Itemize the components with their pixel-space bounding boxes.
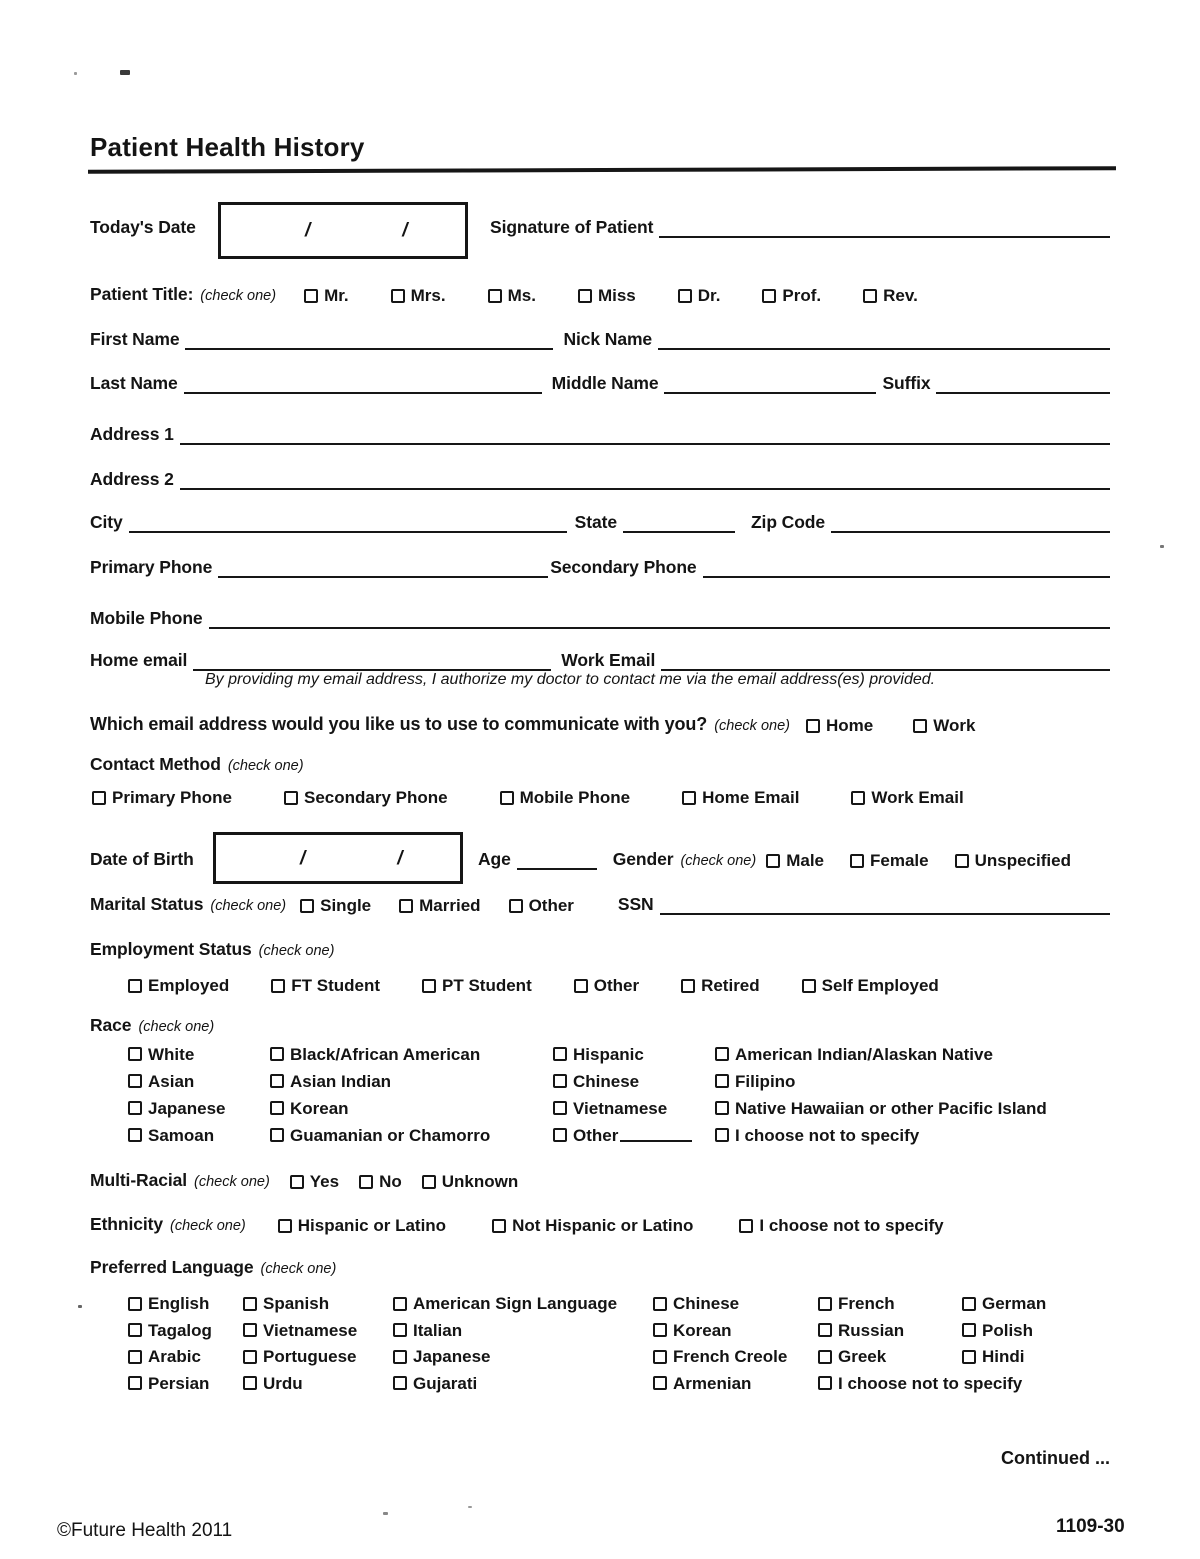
patient-title-options bbox=[304, 287, 918, 305]
language-option[interactable]: French Creole bbox=[653, 1348, 818, 1366]
first-name-line[interactable] bbox=[185, 348, 553, 350]
gender-label: Gender bbox=[612, 848, 674, 869]
race-option[interactable]: White bbox=[128, 1046, 270, 1064]
email-choice-hint: (check one) bbox=[714, 717, 790, 734]
nick-name-label: Nick Name bbox=[563, 328, 653, 349]
scan-speck bbox=[383, 1512, 388, 1515]
contact-method-option[interactable]: Home Email bbox=[682, 789, 799, 807]
checkbox-icon bbox=[578, 289, 592, 303]
race-hint: (check one) bbox=[138, 1018, 215, 1035]
contact-method-label: Contact Method bbox=[90, 753, 221, 774]
language-option[interactable]: Greek bbox=[818, 1348, 962, 1366]
city-label: City bbox=[90, 511, 123, 532]
first-name-label: First Name bbox=[90, 328, 180, 349]
date-slash: / bbox=[300, 847, 306, 869]
multi-racial-option[interactable]: No bbox=[359, 1173, 402, 1191]
race-label: Race bbox=[90, 1014, 132, 1035]
checkbox-icon bbox=[271, 979, 285, 993]
checkbox-icon bbox=[128, 979, 142, 993]
checkbox-icon bbox=[128, 1297, 142, 1311]
gender-option[interactable]: Male bbox=[766, 852, 824, 870]
gender-hint: (check one) bbox=[680, 852, 757, 869]
mobile-phone-label: Mobile Phone bbox=[90, 607, 203, 628]
language-option[interactable]: Italian bbox=[393, 1322, 653, 1340]
scan-speck bbox=[120, 70, 130, 75]
checkbox-icon bbox=[762, 289, 776, 303]
checkbox-icon bbox=[766, 854, 780, 868]
language-option[interactable]: Persian bbox=[128, 1375, 243, 1393]
checkbox-icon bbox=[128, 1047, 142, 1061]
language-option[interactable]: Japanese bbox=[393, 1348, 653, 1366]
checkbox-icon bbox=[739, 1219, 753, 1233]
language-option[interactable]: Polish bbox=[962, 1322, 1138, 1340]
checkbox-icon bbox=[128, 1323, 142, 1337]
address1-line[interactable] bbox=[180, 443, 1110, 445]
race-option[interactable]: Black/African American bbox=[270, 1046, 553, 1064]
employment-options bbox=[128, 977, 939, 995]
checkbox-icon bbox=[715, 1074, 729, 1088]
todays-date-label: Today's Date bbox=[90, 216, 196, 237]
checkbox-icon bbox=[128, 1074, 142, 1088]
suffix-label: Suffix bbox=[882, 372, 931, 393]
checkbox-icon bbox=[678, 289, 692, 303]
employment-option[interactable]: PT Student bbox=[422, 977, 532, 995]
marital-status-option[interactable]: Single bbox=[300, 897, 371, 915]
checkbox-icon bbox=[574, 979, 588, 993]
contact-method-option[interactable]: Primary Phone bbox=[92, 789, 232, 807]
checkbox-icon bbox=[270, 1128, 284, 1142]
checkbox-icon bbox=[422, 1175, 436, 1189]
scan-speck bbox=[1160, 545, 1164, 548]
signature-label: Signature of Patient bbox=[490, 216, 654, 237]
checkbox-icon bbox=[492, 1219, 506, 1233]
suffix-line[interactable] bbox=[936, 392, 1110, 394]
checkbox-icon bbox=[955, 854, 969, 868]
checkbox-icon bbox=[243, 1297, 257, 1311]
primary-phone-label: Primary Phone bbox=[90, 556, 213, 577]
ssn-label: SSN bbox=[617, 893, 654, 914]
age-label: Age bbox=[478, 848, 511, 869]
employment-status-label: Employment Status bbox=[90, 938, 252, 959]
email-choice-question: Which email address would you like us to use to communicate with you? bbox=[90, 714, 708, 734]
checkbox-icon bbox=[393, 1350, 407, 1364]
checkbox-icon bbox=[128, 1350, 142, 1364]
state-label: State bbox=[574, 511, 617, 532]
checkbox-icon bbox=[653, 1376, 667, 1390]
page-title: Patient Health History bbox=[90, 132, 365, 162]
race-option[interactable]: Asian Indian bbox=[270, 1073, 553, 1091]
race-option[interactable]: Guamanian or Chamorro bbox=[270, 1127, 553, 1145]
language-option[interactable]: Hindi bbox=[962, 1348, 1138, 1366]
checkbox-icon bbox=[682, 791, 696, 805]
language-option[interactable]: Arabic bbox=[128, 1348, 243, 1366]
language-option[interactable]: Urdu bbox=[243, 1375, 393, 1393]
patient-title-option[interactable]: Dr. bbox=[678, 287, 721, 305]
language-option[interactable]: Tagalog bbox=[128, 1322, 243, 1340]
race-option[interactable]: Asian bbox=[128, 1073, 270, 1091]
patient-title-option[interactable]: Prof. bbox=[762, 287, 821, 305]
form-code: 1109-30 bbox=[1056, 1516, 1125, 1537]
language-option[interactable]: French bbox=[818, 1295, 962, 1313]
race-option[interactable]: Korean bbox=[270, 1100, 553, 1118]
multi-racial-label: Multi-Racial bbox=[90, 1169, 188, 1190]
checkbox-icon bbox=[818, 1376, 832, 1390]
patient-title-label: Patient Title: bbox=[90, 283, 194, 304]
checkbox-icon bbox=[128, 1376, 142, 1390]
employment-option[interactable]: Self Employed bbox=[802, 977, 939, 995]
scan-speck bbox=[74, 72, 77, 75]
checkbox-icon bbox=[715, 1047, 729, 1061]
checkbox-icon bbox=[290, 1175, 304, 1189]
work-email-label: Work Email bbox=[561, 649, 656, 670]
checkbox-icon bbox=[243, 1323, 257, 1337]
patient-title-option[interactable]: Rev. bbox=[863, 287, 918, 305]
checkbox-icon bbox=[962, 1350, 976, 1364]
checkbox-icon bbox=[422, 979, 436, 993]
language-option[interactable]: Spanish bbox=[243, 1295, 393, 1313]
checkbox-icon bbox=[284, 791, 298, 805]
ethnicity-hint: (check one) bbox=[170, 1217, 246, 1234]
language-option[interactable]: I choose not to specify bbox=[818, 1375, 962, 1393]
last-name-line[interactable] bbox=[184, 392, 542, 394]
contact-method-options bbox=[92, 789, 964, 807]
checkbox-icon bbox=[393, 1297, 407, 1311]
checkbox-icon bbox=[715, 1101, 729, 1115]
checkbox-icon bbox=[653, 1350, 667, 1364]
checkbox-icon bbox=[962, 1323, 976, 1337]
language-option[interactable]: Vietnamese bbox=[243, 1322, 393, 1340]
multi-racial-hint: (check one) bbox=[194, 1173, 270, 1190]
ethnicity-option[interactable]: Hispanic or Latino bbox=[278, 1217, 446, 1235]
checkbox-icon bbox=[500, 791, 514, 805]
employment-status-hint: (check one) bbox=[258, 942, 335, 959]
gender-option[interactable]: Unspecified bbox=[955, 852, 1071, 870]
email-authorization-note: By providing my email address, I authorize my doctor to contact me via the email address(es) provided. bbox=[205, 671, 936, 688]
checkbox-icon bbox=[243, 1376, 257, 1390]
scan-speck bbox=[78, 1305, 82, 1308]
marital-status-label: Marital Status bbox=[90, 893, 204, 914]
checkbox-icon bbox=[962, 1297, 976, 1311]
ethnicity-option[interactable]: Not Hispanic or Latino bbox=[492, 1217, 693, 1235]
zip-code-label: Zip Code bbox=[750, 511, 826, 532]
patient-title-hint: (check one) bbox=[200, 287, 277, 304]
race-option[interactable]: Native Hawaiian or other Pacific Island bbox=[715, 1100, 1118, 1118]
scan-speck bbox=[468, 1506, 472, 1508]
address2-line[interactable] bbox=[180, 488, 1110, 490]
middle-name-line[interactable] bbox=[664, 392, 876, 394]
checkbox-icon bbox=[128, 1101, 142, 1115]
contact-method-hint: (check one) bbox=[227, 757, 304, 774]
patient-title-option[interactable]: Ms. bbox=[488, 287, 536, 305]
checkbox-icon bbox=[818, 1323, 832, 1337]
checkbox-icon bbox=[92, 791, 106, 805]
email-choice-option[interactable]: Work bbox=[913, 717, 975, 735]
email-choice-options bbox=[806, 717, 975, 735]
age-line[interactable] bbox=[517, 868, 597, 870]
marital-status-option[interactable]: Married bbox=[399, 897, 480, 915]
state-line[interactable] bbox=[623, 531, 735, 533]
checkbox-icon bbox=[851, 791, 865, 805]
zip-code-line[interactable] bbox=[831, 531, 1110, 533]
email-choice-option[interactable]: Home bbox=[806, 717, 873, 735]
race-option[interactable]: Samoan bbox=[128, 1127, 270, 1145]
race-option[interactable]: Hispanic bbox=[553, 1046, 715, 1064]
primary-phone-line[interactable] bbox=[218, 576, 548, 578]
dob-input-box[interactable] bbox=[213, 832, 463, 884]
checkbox-icon bbox=[399, 899, 413, 913]
middle-name-label: Middle Name bbox=[551, 372, 659, 393]
language-option[interactable]: Chinese bbox=[653, 1295, 818, 1313]
checkbox-icon bbox=[818, 1297, 832, 1311]
contact-method-option[interactable]: Work Email bbox=[851, 789, 963, 807]
contact-method-option[interactable]: Secondary Phone bbox=[284, 789, 448, 807]
language-option[interactable]: Russian bbox=[818, 1322, 962, 1340]
checkbox-icon bbox=[553, 1101, 567, 1115]
race-option[interactable]: Filipino bbox=[715, 1073, 1118, 1091]
address2-label: Address 2 bbox=[90, 468, 174, 489]
race-option[interactable]: I choose not to specify bbox=[715, 1127, 1118, 1145]
patient-title-option[interactable]: Mrs. bbox=[391, 287, 446, 305]
checkbox-icon bbox=[304, 289, 318, 303]
checkbox-icon bbox=[802, 979, 816, 993]
language-options-grid bbox=[128, 1291, 1138, 1397]
language-option[interactable]: Gujarati bbox=[393, 1375, 653, 1393]
gender-option[interactable]: Female bbox=[850, 852, 929, 870]
language-option[interactable]: Portuguese bbox=[243, 1348, 393, 1366]
checkbox-icon bbox=[553, 1047, 567, 1061]
race-option[interactable]: Vietnamese bbox=[553, 1100, 715, 1118]
ethnicity-label: Ethnicity bbox=[90, 1213, 163, 1234]
language-option[interactable]: Korean bbox=[653, 1322, 818, 1340]
employment-option[interactable]: Employed bbox=[128, 977, 229, 995]
secondary-phone-line[interactable] bbox=[703, 576, 1110, 578]
ssn-line[interactable] bbox=[660, 913, 1110, 915]
checkbox-icon bbox=[509, 899, 523, 913]
marital-status-options bbox=[300, 897, 574, 915]
signature-line[interactable] bbox=[659, 236, 1110, 238]
checkbox-icon bbox=[270, 1047, 284, 1061]
copyright-text: ©Future Health 2011 bbox=[57, 1520, 233, 1541]
date-slash: / bbox=[305, 220, 311, 241]
patient-title-option[interactable]: Mr. bbox=[304, 287, 349, 305]
checkbox-icon bbox=[488, 289, 502, 303]
race-option[interactable]: Chinese bbox=[553, 1073, 715, 1091]
checkbox-icon bbox=[278, 1219, 292, 1233]
mobile-phone-line[interactable] bbox=[209, 627, 1110, 629]
checkbox-icon bbox=[270, 1074, 284, 1088]
date-slash: / bbox=[397, 847, 403, 869]
language-option[interactable]: German bbox=[962, 1295, 1138, 1313]
checkbox-icon bbox=[653, 1297, 667, 1311]
race-options-grid bbox=[128, 1041, 1118, 1149]
checkbox-icon bbox=[863, 289, 877, 303]
language-option[interactable]: American Sign Language bbox=[393, 1295, 653, 1313]
preferred-language-label: Preferred Language bbox=[90, 1256, 254, 1277]
checkbox-icon bbox=[300, 899, 314, 913]
checkbox-icon bbox=[913, 719, 927, 733]
language-option[interactable]: Armenian bbox=[653, 1375, 818, 1393]
race-option[interactable]: Japanese bbox=[128, 1100, 270, 1118]
gender-options bbox=[766, 852, 1071, 870]
checkbox-icon bbox=[850, 854, 864, 868]
checkbox-icon bbox=[359, 1175, 373, 1189]
checkbox-icon bbox=[128, 1128, 142, 1142]
checkbox-icon bbox=[393, 1376, 407, 1390]
marital-status-option[interactable]: Other bbox=[509, 897, 574, 915]
checkbox-icon bbox=[270, 1101, 284, 1115]
nick-name-line[interactable] bbox=[658, 348, 1110, 350]
checkbox-icon bbox=[653, 1323, 667, 1337]
ethnicity-option[interactable]: I choose not to specify bbox=[739, 1217, 943, 1235]
checkbox-icon bbox=[553, 1074, 567, 1088]
checkbox-icon bbox=[818, 1350, 832, 1364]
employment-option[interactable]: Retired bbox=[681, 977, 760, 995]
checkbox-icon bbox=[553, 1128, 567, 1142]
secondary-phone-label: Secondary Phone bbox=[550, 556, 697, 577]
patient-title-option[interactable]: Miss bbox=[578, 287, 636, 305]
marital-status-hint: (check one) bbox=[210, 897, 287, 914]
race-option[interactable]: American Indian/Alaskan Native bbox=[715, 1046, 1118, 1064]
language-option[interactable]: English bbox=[128, 1295, 243, 1313]
checkbox-icon bbox=[681, 979, 695, 993]
preferred-language-hint: (check one) bbox=[260, 1260, 337, 1277]
race-option[interactable]: Other bbox=[553, 1127, 715, 1145]
address1-label: Address 1 bbox=[90, 423, 174, 444]
continued-text: Continued ... bbox=[1001, 1448, 1110, 1468]
title-underline bbox=[88, 166, 1116, 174]
ethnicity-options bbox=[278, 1217, 944, 1235]
employment-option[interactable]: Other bbox=[574, 977, 639, 995]
employment-option[interactable]: FT Student bbox=[271, 977, 380, 995]
todays-date-input-box[interactable] bbox=[218, 202, 468, 259]
checkbox-icon bbox=[393, 1323, 407, 1337]
dob-label: Date of Birth bbox=[90, 848, 194, 869]
checkbox-icon bbox=[715, 1128, 729, 1142]
home-email-label: Home email bbox=[90, 649, 188, 670]
city-line[interactable] bbox=[129, 531, 567, 533]
multi-racial-option[interactable]: Yes bbox=[290, 1173, 339, 1191]
checkbox-icon bbox=[243, 1350, 257, 1364]
date-slash: / bbox=[402, 220, 408, 241]
multi-racial-option[interactable]: Unknown bbox=[422, 1173, 519, 1191]
checkbox-icon bbox=[806, 719, 820, 733]
last-name-label: Last Name bbox=[90, 372, 178, 393]
multi-racial-options bbox=[290, 1173, 518, 1191]
checkbox-icon bbox=[391, 289, 405, 303]
contact-method-option[interactable]: Mobile Phone bbox=[500, 789, 631, 807]
